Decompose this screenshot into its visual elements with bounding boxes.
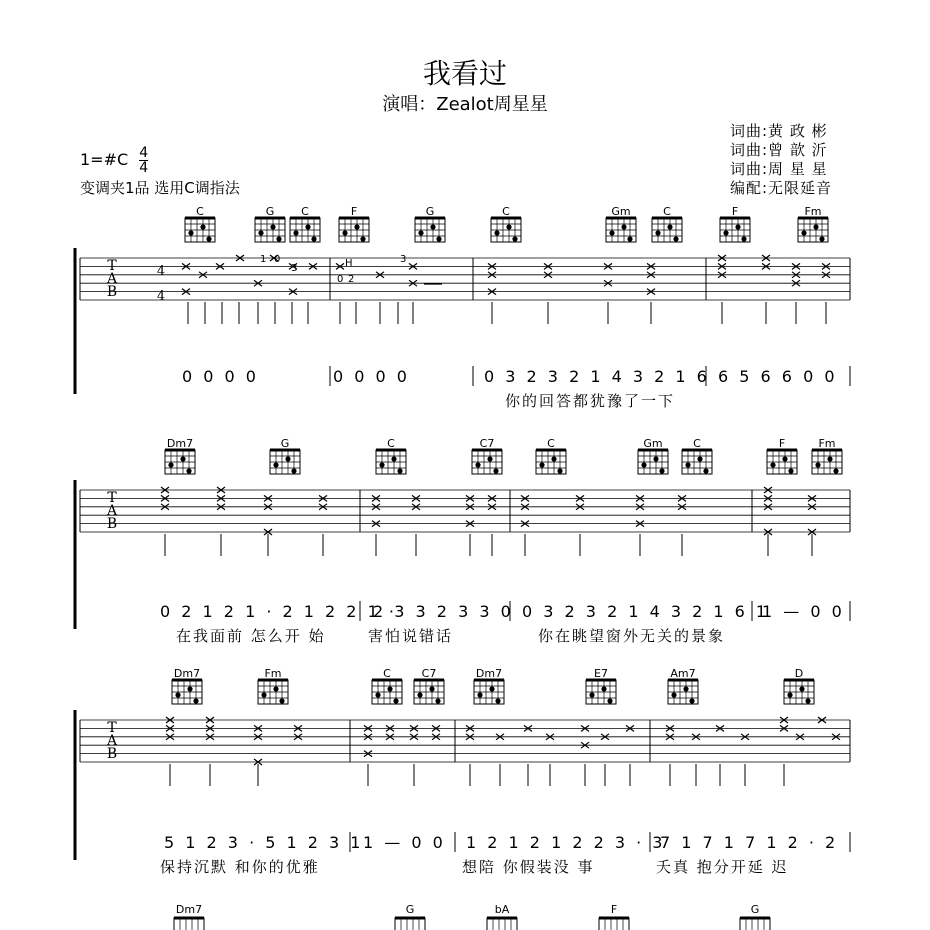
tab-label: A [106, 503, 118, 519]
chord-finger-dot [551, 456, 556, 461]
chord-finger-dot [689, 698, 694, 703]
jianpu-measure: 2 3 3 2 3 3 0 [373, 602, 514, 621]
key-text: 1=#C [80, 150, 129, 169]
chord-finger-dot [495, 698, 500, 703]
chord-finger-dot [311, 236, 316, 241]
chord-name: C [387, 437, 395, 450]
tab-label: A [106, 271, 118, 287]
jianpu-measure: 0 0 0 0 [182, 367, 259, 386]
chord-finger-dot [487, 456, 492, 461]
tab-time-sig-top: 4 [156, 264, 166, 279]
chord-finger-dot [387, 686, 392, 691]
chord-finger-dot [435, 698, 440, 703]
chord-finger-dot [641, 462, 646, 467]
chord-name: Fm [264, 667, 282, 680]
jianpu-measure: 1 — 0 0 [762, 602, 845, 621]
jianpu-measure: 1 — 0 0 [363, 833, 446, 852]
lyric-line: 在我面前 怎么开 始 [176, 627, 326, 645]
credit-line: 词曲:曾 歆 沂 [730, 141, 828, 159]
chord-finger-dot [429, 686, 434, 691]
chord-finger-dot [375, 692, 380, 697]
chord-finger-dot [667, 224, 672, 229]
chord-name: F [610, 903, 618, 916]
chord-name: Fm [818, 437, 836, 450]
tab-fret-number: H [345, 258, 353, 269]
chord-finger-dot [539, 462, 544, 467]
chord-finger-dot [787, 692, 792, 697]
tab-label: B [106, 284, 118, 300]
chord-finger-dot [627, 236, 632, 241]
chord-finger-dot [741, 236, 746, 241]
chord-finger-dot [186, 468, 191, 473]
chord-finger-dot [168, 462, 173, 467]
chord-finger-dot [735, 224, 740, 229]
chord-finger-dot [819, 236, 824, 241]
chord-finger-dot [430, 224, 435, 229]
chord-finger-dot [273, 462, 278, 467]
lyric-line: 你的回答都犹豫了一下 [505, 392, 676, 410]
chord-finger-dot [697, 456, 702, 461]
chord-finger-dot [659, 468, 664, 473]
chord-finger-dot [815, 462, 820, 467]
chord-name: C [663, 205, 671, 218]
jianpu-measure: 6 5 6 6 0 0 [718, 367, 838, 386]
chord-name: C [196, 205, 204, 218]
chord-finger-dot [188, 230, 193, 235]
chord-finger-dot [180, 456, 185, 461]
chord-finger-dot [782, 456, 787, 461]
jianpu-measure: 0 0 0 0 [333, 367, 410, 386]
chord-finger-dot [685, 462, 690, 467]
chord-finger-dot [494, 230, 499, 235]
tab-label: B [106, 516, 118, 532]
chord-finger-dot [589, 692, 594, 697]
chord-finger-dot [391, 456, 396, 461]
lyric-line: 夭真 抱分开延 迟 [656, 858, 789, 876]
chord-finger-dot [285, 456, 290, 461]
chord-name: C [502, 205, 510, 218]
tab-fret-number: 3 [291, 263, 298, 274]
chord-finger-dot [206, 236, 211, 241]
tab-fret-number: 3 [400, 254, 407, 265]
chord-finger-dot [270, 224, 275, 229]
chord-name: G [750, 903, 760, 916]
time-sig-bottom: 4 [139, 160, 149, 176]
chord-name: G [280, 437, 290, 450]
chord-name: Am7 [670, 667, 696, 680]
chord-name: Fm [804, 205, 822, 218]
jianpu-measure: 0 2 1 2 1 · 2 1 2 2 1 · [160, 602, 397, 621]
chord-name: Dm7 [475, 667, 503, 680]
chord-finger-dot [799, 686, 804, 691]
chord-name: C [301, 205, 309, 218]
chord-name: bA [494, 903, 510, 916]
lyric-line: 想陪 你假装没 事 [462, 858, 595, 876]
chord-name: D [794, 667, 804, 680]
chord-name: C [693, 437, 701, 450]
chord-finger-dot [833, 468, 838, 473]
chord-name: F [350, 205, 358, 218]
time-sig-top: 4 [139, 145, 149, 161]
lyric-line: 你在眺望窗外无关的景象 [538, 627, 726, 645]
chord-finger-dot [770, 462, 775, 467]
chord-name: C [383, 667, 391, 680]
chord-finger-dot [827, 456, 832, 461]
chord-finger-dot [557, 468, 562, 473]
chord-finger-dot [475, 462, 480, 467]
chord-finger-dot [261, 692, 266, 697]
jianpu-measure: 0 3 2 3 2 1 4 3 2 1 6 1 [522, 602, 770, 621]
jianpu-measure: 1 2 1 2 1 2 2 3 · 3 [466, 833, 666, 852]
chord-finger-dot [397, 468, 402, 473]
tab-fret-number: 0 [337, 274, 344, 285]
jianpu-measure: 0 3 2 3 2 1 4 3 2 1 6 [484, 367, 710, 386]
song-title: 我看过 [422, 57, 507, 90]
lyric-line: 害怕说错话 [368, 627, 454, 645]
chord-diagram [395, 918, 425, 930]
tab-fret-number: 0 [274, 254, 281, 265]
chord-finger-dot [512, 236, 517, 241]
tab-label: B [106, 746, 118, 762]
chord-name: F [778, 437, 786, 450]
tab-label: T [107, 720, 117, 736]
performer-line: 演唱：Zealot周星星 [382, 94, 548, 115]
chord-finger-dot [291, 468, 296, 473]
credit-line: 词曲:黄 政 彬 [730, 122, 828, 140]
chord-name: C [547, 437, 555, 450]
chord-name: Dm7 [173, 667, 201, 680]
chord-finger-dot [683, 686, 688, 691]
chord-diagram [740, 918, 770, 930]
chord-finger-dot [379, 462, 384, 467]
chord-diagram [599, 918, 629, 930]
jianpu-measure: 5 1 2 3 · 5 1 2 3 1 [164, 833, 364, 852]
chord-finger-dot [801, 230, 806, 235]
chord-finger-dot [655, 230, 660, 235]
chord-finger-dot [788, 468, 793, 473]
chord-name: G [425, 205, 435, 218]
chord-finger-dot [671, 692, 676, 697]
chord-finger-dot [489, 686, 494, 691]
chord-diagram [487, 918, 517, 930]
chord-name: Gm [643, 437, 663, 450]
chord-finger-dot [506, 224, 511, 229]
chord-finger-dot [493, 468, 498, 473]
lyric-line: 保持沉默 和你的优雅 [160, 858, 320, 876]
chord-name: Gm [611, 205, 631, 218]
tab-label: T [107, 258, 117, 274]
chord-name: E7 [594, 667, 608, 680]
chord-finger-dot [805, 698, 810, 703]
chord-finger-dot [305, 224, 310, 229]
jianpu-measure: 7 1 7 1 7 1 2 · 2 [660, 833, 839, 852]
chord-finger-dot [354, 224, 359, 229]
chord-finger-dot [200, 224, 205, 229]
tab-fret-number: 2 [348, 274, 355, 285]
chord-finger-dot [417, 692, 422, 697]
chord-name: C7 [421, 667, 437, 680]
tab-label: A [106, 733, 118, 749]
chord-finger-dot [193, 698, 198, 703]
chord-finger-dot [436, 236, 441, 241]
chord-finger-dot [342, 230, 347, 235]
chord-name: Dm7 [166, 437, 194, 450]
chord-finger-dot [258, 230, 263, 235]
credit-line: 词曲:周 星 星 [730, 160, 828, 178]
chord-finger-dot [273, 686, 278, 691]
chord-finger-dot [703, 468, 708, 473]
chord-finger-dot [276, 236, 281, 241]
chord-finger-dot [609, 230, 614, 235]
chord-finger-dot [418, 230, 423, 235]
chord-finger-dot [187, 686, 192, 691]
tab-fret-number: 1 [260, 254, 267, 265]
chord-finger-dot [813, 224, 818, 229]
chord-finger-dot [723, 230, 728, 235]
capo-note: 变调夹1品 选用C调指法 [80, 179, 240, 197]
chord-name: G [265, 205, 275, 218]
chord-finger-dot [607, 698, 612, 703]
chord-finger-dot [360, 236, 365, 241]
chord-diagram [174, 918, 204, 930]
chord-finger-dot [293, 230, 298, 235]
credit-line: 编配:无限延音 [730, 179, 833, 197]
chord-finger-dot [477, 692, 482, 697]
chord-name: F [731, 205, 739, 218]
chord-finger-dot [653, 456, 658, 461]
chord-finger-dot [393, 698, 398, 703]
chord-name: G [405, 903, 415, 916]
chord-name: Dm7 [175, 903, 203, 916]
chord-finger-dot [175, 692, 180, 697]
chord-finger-dot [601, 686, 606, 691]
tab-label: T [107, 490, 117, 506]
chord-finger-dot [673, 236, 678, 241]
tab-time-sig-bottom: 4 [156, 289, 166, 304]
chord-name: C7 [479, 437, 495, 450]
chord-finger-dot [279, 698, 284, 703]
chord-finger-dot [621, 224, 626, 229]
